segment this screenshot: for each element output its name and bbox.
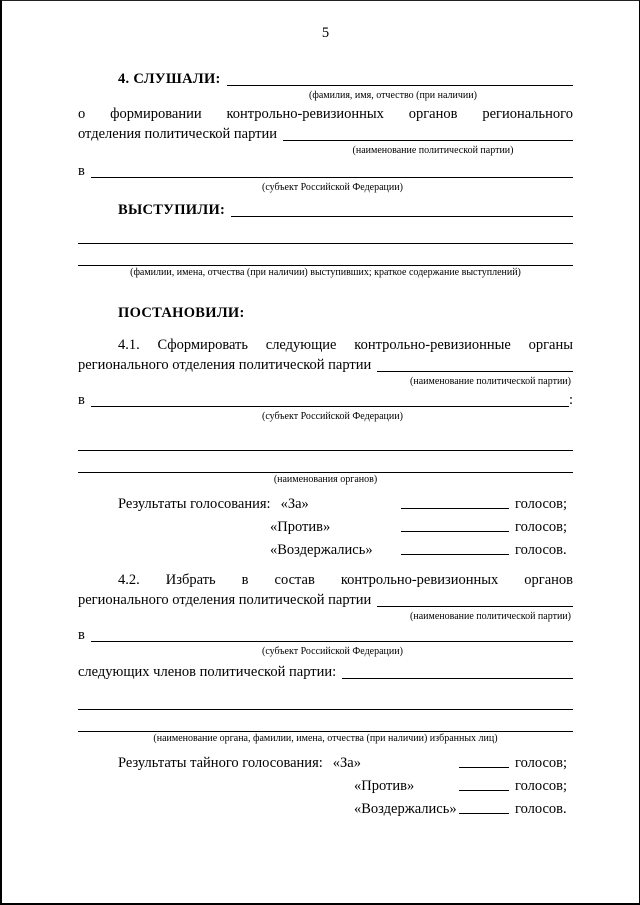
slushali-heading-row (78, 69, 573, 89)
caption-party-name-42: (наименование политической партии) (410, 611, 571, 622)
blank-vote-count-line (459, 766, 509, 768)
prefix-v-42: в (78, 627, 85, 643)
blank-line-party-name-42 (377, 605, 573, 607)
vote-results-42 (78, 755, 573, 817)
subject-row (78, 161, 573, 181)
blank-line-party-name (283, 139, 573, 141)
vote-option-vozderzhalis: «Воздержались» (354, 801, 457, 817)
caption-organs: (наименования органов) (273, 474, 378, 485)
item42-line2-row (78, 590, 573, 610)
blank-line (78, 688, 573, 710)
elected-blank-lines (78, 688, 573, 732)
subject-row-42 (78, 625, 573, 645)
blank-line (78, 451, 573, 473)
votes-word: голосов. (515, 801, 567, 817)
members-label: следующих членов политической партии: (78, 664, 337, 680)
votes-word: голосов; (515, 778, 568, 794)
caption-fio: (фамилия, имя, отчество (при наличии) (309, 90, 477, 101)
subject-row-41 (78, 390, 573, 410)
vote-row-vozderzhalis-42 (118, 801, 573, 817)
caption-elected: (наименование органа, фамилии, имена, отчества (при наличии) избранных лиц) (153, 733, 498, 744)
blank-vote-count-line (401, 553, 509, 555)
blank-line-vystupili (231, 215, 573, 217)
votes-word: голосов; (515, 519, 568, 535)
vote-label-41: Результаты голосования: (118, 496, 271, 512)
caption-subject: (субъект Российской Федерации) (262, 182, 403, 193)
vystupili-heading-row (78, 200, 573, 220)
blank-line-members (342, 677, 573, 679)
item41-line1: 4.1. Сформировать следующие контрольно-ревизионные органы (118, 337, 573, 353)
blank-line (78, 244, 573, 266)
speeches-blank-lines (78, 222, 573, 266)
caption-subject-41: (субъект Российской Федерации) (262, 411, 403, 422)
blank-line-party-name-41 (377, 370, 573, 372)
blank-line-subject-42 (91, 640, 573, 642)
item41-line2-row (78, 355, 573, 375)
vote-option-za: «За» (332, 755, 361, 771)
caption-party-name-41: (наименование политической партии) (410, 376, 571, 387)
item42-line2: регионального отделения политической партии (78, 592, 372, 608)
blank-line (78, 710, 573, 732)
vote-results-41 (78, 496, 573, 558)
votes-word: голосов; (515, 496, 568, 512)
blank-line (78, 429, 573, 451)
blank-vote-count-line (401, 507, 509, 509)
vystupili-heading: ВЫСТУПИЛИ: (118, 202, 226, 218)
slushali-paragraph-line2: отделения политической партии (78, 126, 277, 142)
blank-vote-count-line (459, 812, 509, 814)
caption-party-name: (наименование политической партии) (352, 145, 514, 156)
item41-line2: регионального отделения политической партии (78, 357, 372, 373)
page-number: 5 (321, 25, 330, 41)
blank-line-subject (91, 176, 573, 178)
vote-row-vozderzhalis-41 (118, 542, 573, 558)
slushali-heading: 4. СЛУШАЛИ: (118, 71, 221, 87)
organs-blank-lines (78, 429, 573, 473)
caption-subject-42: (субъект Российской Федерации) (262, 646, 403, 657)
blank-vote-count-line (459, 789, 509, 791)
prefix-v: в (78, 163, 85, 179)
postanovili-heading: ПОСТАНОВИЛИ: (118, 305, 245, 321)
members-row (78, 662, 573, 682)
caption-speeches: (фамилии, имена, отчества (при наличии) выступивших; краткое содержание выступлений) (130, 267, 521, 278)
blank-line (78, 222, 573, 244)
blank-line-slushali (227, 84, 573, 86)
vote-row-za-42 (118, 755, 573, 771)
vote-row-protiv-41 (118, 519, 573, 535)
vote-row-protiv-42 (118, 778, 573, 794)
vote-option-vozderzhalis: «Воздержались» (270, 542, 373, 558)
vote-option-za: «За» (280, 496, 309, 512)
colon-41: : (568, 392, 573, 408)
blank-vote-count-line (401, 530, 509, 532)
vote-option-protiv: «Против» (354, 778, 415, 794)
blank-line-subject-41 (91, 405, 569, 407)
votes-word: голосов. (515, 542, 567, 558)
vote-option-protiv: «Против» (270, 519, 331, 535)
slushali-paragraph-line2-row (78, 124, 573, 144)
prefix-v-41: в (78, 392, 85, 408)
votes-word: голосов; (515, 755, 568, 771)
item42-line1: 4.2. Избрать в состав контрольно-ревизионных органов (118, 572, 573, 588)
slushali-paragraph-line1: о формировании контрольно-ревизионных органов регионального (78, 106, 573, 122)
vote-row-za-41 (118, 496, 573, 512)
vote-label-42: Результаты тайного голосования: (118, 755, 323, 771)
